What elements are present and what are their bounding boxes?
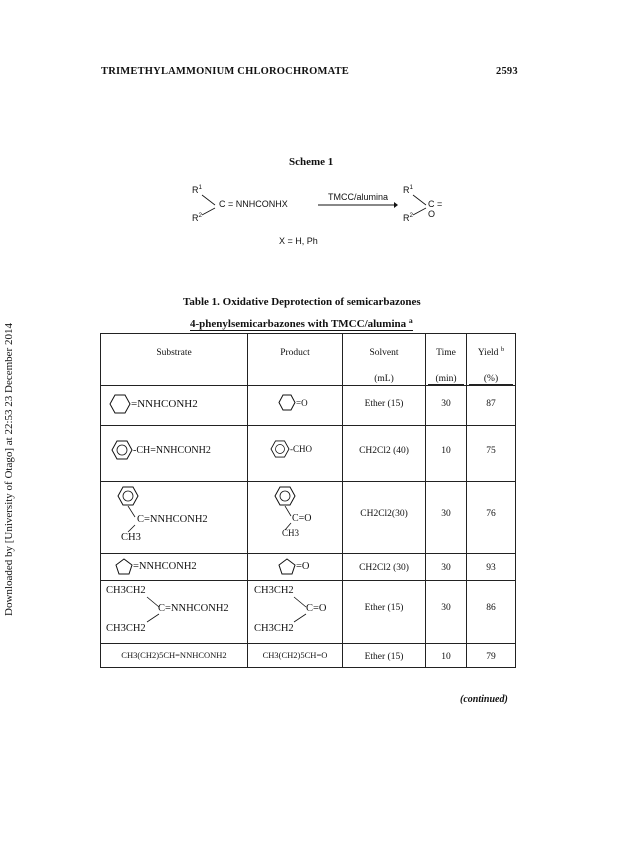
header-substrate-label: Substrate <box>156 348 192 358</box>
scheme-product: C = O <box>428 199 443 219</box>
row4-yield <box>467 554 516 581</box>
row6-yield <box>467 644 516 668</box>
scheme-title: Scheme 1 <box>289 156 334 168</box>
table-row <box>101 426 516 482</box>
row3-product-methyl: CH3 <box>282 528 300 538</box>
scheme-product-r1: R <box>403 185 410 195</box>
row5-product-bottom: CH3CH2 <box>254 623 294 634</box>
row5-time <box>426 581 467 644</box>
row4-product-text: =O <box>296 561 310 572</box>
row3-solvent <box>343 482 426 554</box>
header-yield-unit: (%) <box>469 358 513 385</box>
row5-substrate <box>101 581 248 644</box>
row5-product <box>248 581 343 644</box>
row2-solvent-text: CH2Cl2 (40) <box>359 446 409 456</box>
row6-substrate-text: CH3(CH2)5CH=NNHCONH2 <box>121 650 227 660</box>
benzaldehyde-ring-icon <box>270 440 290 458</box>
header-time-unit: (min) <box>428 358 464 385</box>
scheme-condition: X = H, Ph <box>279 236 318 246</box>
row2-yield-text: 75 <box>486 446 496 456</box>
row5-product-text: C=O <box>306 603 327 614</box>
header-product <box>248 334 343 386</box>
cyclohexane-icon <box>109 394 131 414</box>
benzene-icon <box>274 486 296 506</box>
row1-solvent-text: Ether (15) <box>364 399 404 409</box>
row1-substrate <box>101 386 248 426</box>
scheme-r2-label: R <box>192 213 199 223</box>
row4-substrate <box>101 554 248 581</box>
scheme-r1-sup: 1 <box>198 184 203 191</box>
row3-time-text: 30 <box>441 509 451 519</box>
row6-time <box>426 644 467 668</box>
table-row <box>101 482 516 554</box>
row1-yield-text: 87 <box>486 399 496 409</box>
table-row <box>101 554 516 581</box>
row3-solvent-text: CH2Cl2(30) <box>360 509 408 519</box>
row6-yield-text: 79 <box>486 652 496 662</box>
row3-substrate <box>101 482 248 554</box>
row1-product-text: =O <box>296 397 308 408</box>
table-row <box>101 644 516 668</box>
header-time <box>426 334 467 386</box>
row5-time-text: 30 <box>441 603 451 613</box>
row6-product-text: CH3(CH2)5CH=O <box>262 650 328 660</box>
running-header-title: TRIMETHYLAMMONIUM CHLOROCHROMATE <box>101 66 349 77</box>
row3-product <box>248 482 343 554</box>
row5-yield-text: 86 <box>486 603 496 613</box>
table-subcaption-sup: a <box>408 316 413 325</box>
row1-substrate-text: =NNHCONH2 <box>131 398 198 410</box>
header-substrate <box>101 334 248 386</box>
row4-yield-text: 93 <box>486 563 496 573</box>
header-time-label: Time <box>436 348 456 358</box>
row6-solvent-text: Ether (15) <box>364 652 404 662</box>
row4-solvent-text: CH2Cl2 (30) <box>359 563 409 573</box>
header-product-label: Product <box>280 348 310 358</box>
row5-solvent-text: Ether (15) <box>364 603 404 613</box>
benzene-icon <box>111 440 133 460</box>
row6-solvent <box>343 644 426 668</box>
row5-product-top: CH3CH2 <box>254 585 294 596</box>
row4-time-text: 30 <box>441 563 451 573</box>
scheme-reaction <box>188 185 448 245</box>
row3-yield <box>467 482 516 554</box>
header-solvent-unit: (mL) <box>374 374 394 384</box>
row2-substrate-text: -CH=NNHCONH2 <box>133 444 211 456</box>
header-yield-label: Yield <box>477 348 499 358</box>
scheme-reactant: C = NNHCONHX <box>219 199 288 209</box>
row1-time-text: 30 <box>441 399 451 409</box>
scheme-r2-sup: 2 <box>198 212 203 219</box>
row6-substrate <box>101 644 248 668</box>
scheme-product-r1-sup: 1 <box>409 184 414 191</box>
cyclopentane-icon <box>115 558 133 575</box>
scheme-r1-label: R <box>192 185 199 195</box>
row5-substrate-bottom: CH3CH2 <box>106 623 146 634</box>
download-watermark: Downloaded by [University of Otago] at 22:53 23 December 2014 <box>3 323 15 616</box>
row2-yield <box>467 426 516 482</box>
header-solvent-label: Solvent <box>369 348 399 358</box>
row3-yield-text: 76 <box>486 509 496 519</box>
page-number: 2593 <box>496 66 518 77</box>
row3-time <box>426 482 467 554</box>
header-yield <box>467 334 516 386</box>
table-subcaption <box>190 318 413 331</box>
row1-solvent <box>343 386 426 426</box>
row1-time <box>426 386 467 426</box>
results-table <box>100 333 516 668</box>
row5-substrate-top: CH3CH2 <box>106 585 146 596</box>
table-header-row <box>101 334 516 386</box>
row4-time <box>426 554 467 581</box>
row5-substrate-text: C=NNHCONH2 <box>158 603 229 614</box>
row1-product <box>248 386 343 426</box>
row3-product-text: C=O <box>292 513 312 524</box>
reaction-arrow <box>318 201 398 211</box>
row3-substrate-methyl: CH3 <box>121 532 141 543</box>
row4-solvent <box>343 554 426 581</box>
row6-time-text: 10 <box>441 652 451 662</box>
header-yield-sup: b <box>500 346 505 353</box>
row4-product <box>248 554 343 581</box>
scheme-product-r2: R <box>403 213 410 223</box>
row2-product <box>248 426 343 482</box>
row6-product <box>248 644 343 668</box>
table-subcaption-text: 4-phenylsemicarbazones with TMCC/alumina <box>190 318 407 330</box>
table-caption: Table 1. Oxidative Deprotection of semicarbazones <box>183 296 421 308</box>
row3-substrate-text: C=NNHCONH2 <box>137 514 208 525</box>
row2-product-text: -CHO <box>290 444 312 454</box>
row2-time <box>426 426 467 482</box>
row2-time-text: 10 <box>441 446 451 456</box>
row5-solvent <box>343 581 426 644</box>
table-row <box>101 386 516 426</box>
continued-note: (continued) <box>460 694 508 705</box>
row2-solvent <box>343 426 426 482</box>
row4-substrate-text: =NNHCONH2 <box>133 561 197 572</box>
table-row <box>101 581 516 644</box>
row2-substrate <box>101 426 248 482</box>
header-solvent <box>343 334 426 386</box>
cyclohexanone-icon <box>278 394 296 411</box>
cyclopentanone-icon <box>278 558 296 575</box>
row1-yield <box>467 386 516 426</box>
scheme-product-r2-sup: 2 <box>409 212 414 219</box>
row5-yield <box>467 581 516 644</box>
benzene-icon <box>117 486 139 506</box>
scheme-reagent: TMCC/alumina <box>328 192 389 202</box>
